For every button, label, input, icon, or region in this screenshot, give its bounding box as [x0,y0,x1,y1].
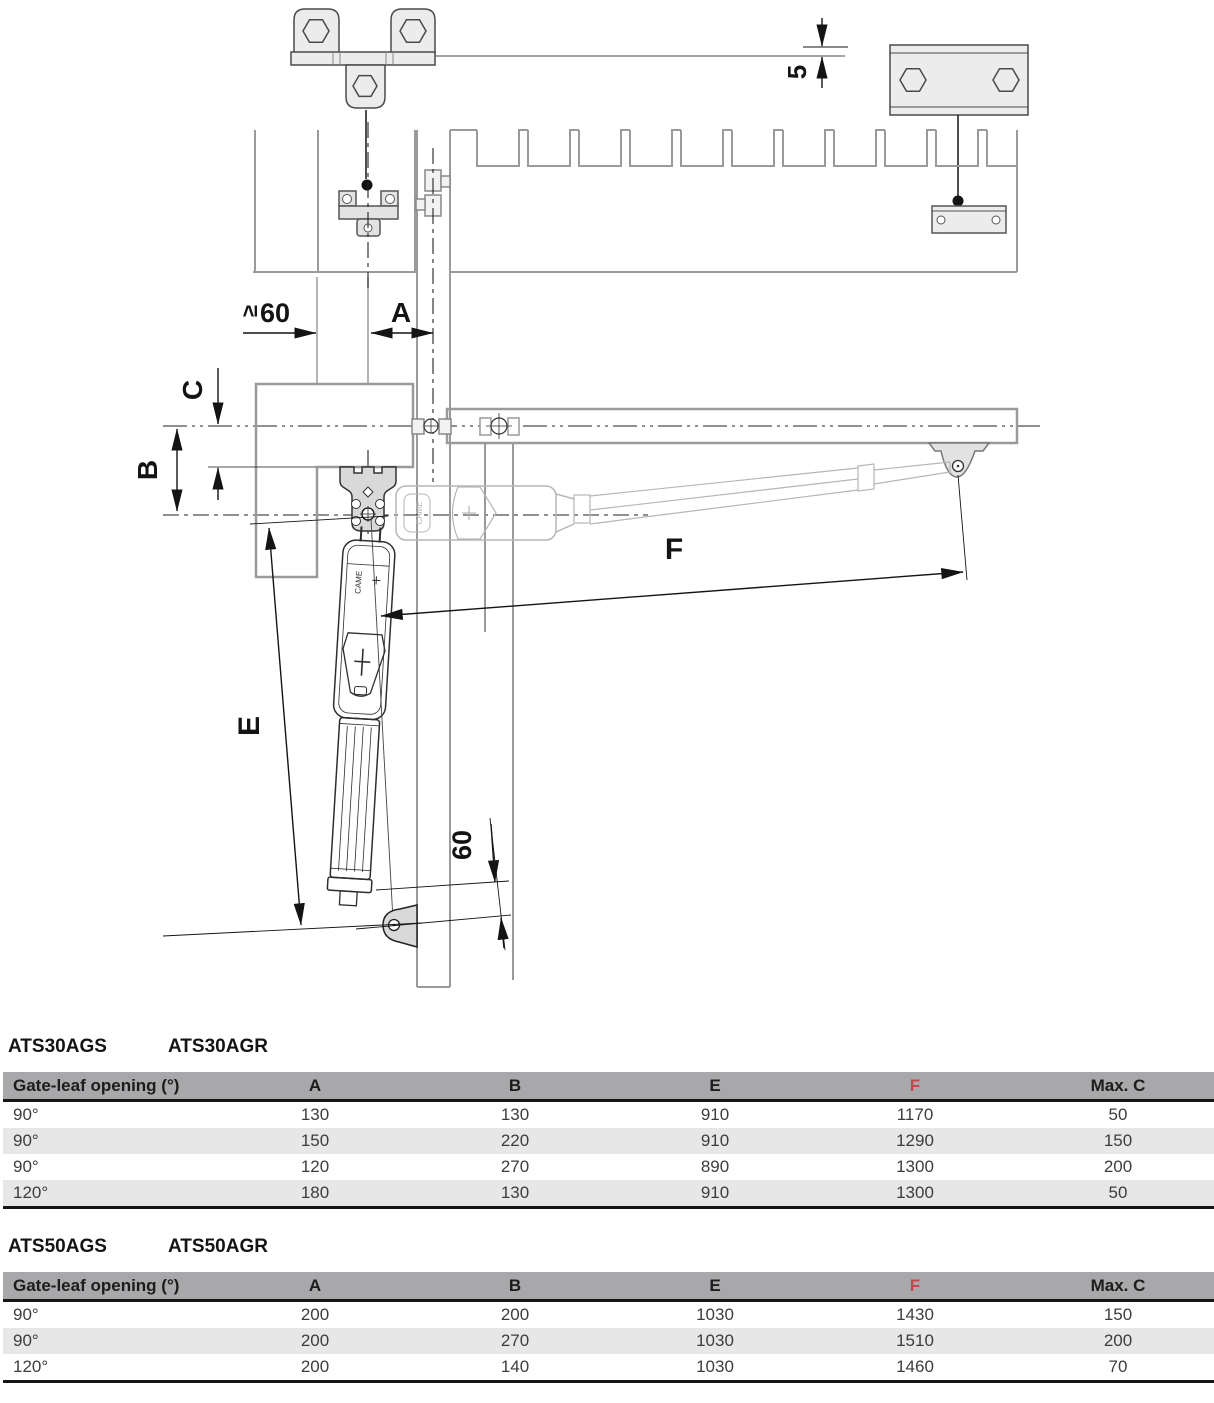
cell-b: 140 [500,1357,530,1376]
cell-a: 120 [300,1157,330,1176]
gate-hinge-plan [412,419,451,434]
table-row [3,1154,1214,1180]
model-name-right: ATS30AGR [168,1036,268,1057]
cell-f: 1300 [896,1157,934,1176]
hex-bolt-icon [303,20,329,43]
dimension-C [177,368,316,500]
dimension-60 [356,818,511,950]
dim-label-F: F [664,533,684,566]
cell-f: 1510 [896,1331,934,1350]
cell-maxc: 70 [1108,1357,1128,1376]
col-header-maxc: Max. C [1015,1072,1214,1101]
header-row [3,1272,1214,1301]
dimensions-table-ats30 [3,1072,1214,1209]
ghost-brand-label: CAME [415,501,424,525]
post-plate-detail [890,45,1028,115]
cell-b: 270 [500,1331,530,1350]
front-bracket [340,467,396,531]
table-row [3,1301,1214,1329]
dimension-ge60 [237,298,316,333]
cell-opening: 120° [13,1183,49,1202]
col-header-b: B [415,1272,615,1301]
table-row [3,1354,1214,1382]
dimension-A [371,297,433,333]
col-header-opening: Gate-leaf opening (°) [3,1272,215,1301]
model-name-left: ATS50AGS [8,1236,107,1257]
model-names [8,1036,1214,1058]
cell-f: 1300 [896,1183,934,1202]
cell-e: 1030 [696,1305,734,1324]
cell-f: 1170 [896,1105,934,1124]
table-row [3,1180,1214,1208]
frame-fitting [480,413,519,439]
gate-plate-mounted [932,206,1006,233]
cell-e: 1030 [696,1331,734,1350]
dimension-5 [782,18,848,88]
table-row [3,1101,1214,1129]
cell-opening: 90° [13,1131,39,1150]
dimension-F [381,475,967,616]
cell-a: 200 [300,1331,330,1350]
dim-label-ge-symbol: ≥ [237,304,262,318]
section-ats30 [0,1036,1214,1209]
hex-bolt-icon [400,20,426,43]
cell-f: 1460 [896,1357,934,1376]
table-row [3,1328,1214,1354]
cell-e: 890 [700,1157,730,1176]
col-header-opening: Gate-leaf opening (°) [3,1072,215,1101]
col-header-f: F [815,1072,1015,1101]
gate-bracket-detail [291,9,435,108]
cell-f: 1290 [896,1131,934,1150]
cell-a: 200 [300,1357,330,1376]
cell-b: 130 [500,1105,530,1124]
model-name-right: ATS50AGR [168,1236,268,1257]
section-ats50 [0,1236,1214,1383]
col-header-e: E [615,1072,815,1101]
leader-dot [362,180,373,191]
cell-maxc: 200 [1103,1331,1133,1350]
hex-bolt-icon [353,76,377,97]
col-header-a: A [215,1272,415,1301]
plan-view [132,122,1040,980]
cell-maxc: 200 [1103,1157,1133,1176]
col-header-f: F [815,1272,1015,1301]
cell-e: 910 [700,1131,730,1150]
cell-a: 200 [300,1305,330,1324]
col-header-a: A [215,1072,415,1101]
hex-bolt-icon [993,69,1019,92]
dim-label-60: 60 [447,829,477,861]
cell-a: 180 [300,1183,330,1202]
dim-label-B: B [132,459,163,481]
cell-b: 200 [500,1305,530,1324]
dimensions-table-ats50 [3,1272,1214,1383]
cell-e: 910 [700,1183,730,1202]
col-header-e: E [615,1272,815,1301]
gate-leaf-edge [417,130,450,987]
cell-b: 130 [500,1183,530,1202]
operator-closed-ghost [396,462,950,540]
cell-maxc: 150 [1103,1131,1133,1150]
dim-label-A: A [390,297,412,328]
cell-e: 910 [700,1105,730,1124]
cell-b: 220 [500,1131,530,1150]
dim-label-C: C [177,379,208,401]
cell-opening: 120° [13,1357,49,1376]
cell-maxc: 150 [1103,1305,1133,1324]
dimension-B [132,429,177,511]
cell-a: 130 [300,1105,330,1124]
operator-open [321,525,396,906]
hex-bolt-icon [900,69,926,92]
dim-label-E: E [233,715,266,737]
cell-opening: 90° [13,1331,39,1350]
cell-e: 1030 [696,1357,734,1376]
cell-maxc: 50 [1108,1183,1128,1202]
model-names [8,1236,1214,1258]
body-brand-label: CAME [353,570,364,595]
col-header-b: B [415,1072,615,1101]
cell-opening: 90° [13,1105,39,1124]
table-row [3,1128,1214,1154]
model-name-left: ATS30AGS [8,1036,107,1057]
leader-dot [953,196,964,207]
cell-maxc: 50 [1108,1105,1128,1124]
cell-f: 1430 [896,1305,934,1324]
dim-label-ge-value: 60 [260,298,291,328]
cell-opening: 90° [13,1305,39,1324]
cell-opening: 90° [13,1157,39,1176]
dim-label-5: 5 [782,64,812,80]
col-header-maxc: Max. C [1015,1272,1214,1301]
cell-a: 150 [300,1131,330,1150]
header-row [3,1072,1214,1101]
rear-bracket [929,443,989,477]
cell-b: 270 [500,1157,530,1176]
dimension-E [163,516,422,936]
gate-panel-slats [450,130,1017,272]
